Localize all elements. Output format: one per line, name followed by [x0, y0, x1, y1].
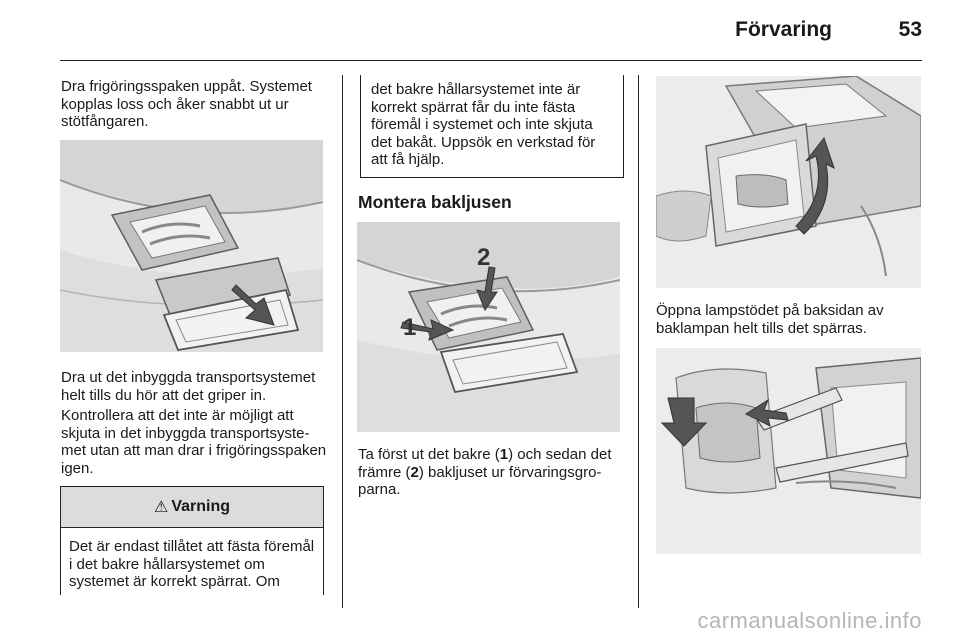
figure-bumper-carrier-extract	[60, 140, 323, 352]
lamp-holder-lock-illustration	[656, 348, 921, 554]
figure-lamp-holder-lock	[656, 348, 921, 554]
warning-box	[60, 486, 324, 595]
warning-box-continued: det bakre hållarsystemet inte är korrekt spärrat får du inte fästa föremål i systemet och inte skjuta det bakåt. Uppsök en verkstad för att få hjälp.	[360, 75, 624, 178]
figure-taillight-removal	[357, 222, 620, 432]
callout-number-2: 2	[477, 244, 491, 271]
open-lamp-holder-paragraph: Öppna lampstödet på baksidan av baklampan helt tills det spärras.	[656, 302, 884, 337]
callout-number-1: 1	[403, 314, 417, 341]
pull-out-paragraph: Dra ut det inbyggda transportsystemet helt tills du hör att det griper in.	[61, 369, 316, 404]
column-divider-left	[342, 75, 343, 608]
watermark: carmanualsonline.info	[697, 608, 922, 633]
figure-lamp-holder-open	[656, 76, 921, 288]
warning-triangle-icon: ⚠	[153, 499, 169, 516]
warning-title: Varning	[171, 498, 231, 515]
bumper-carrier-illustration	[60, 140, 323, 352]
release-lever-paragraph: Dra frigöringsspaken uppåt. Systemet kopplas loss och åker snabbt ut ur stötfångaren.	[61, 78, 312, 131]
section-heading-install-taillights: Montera bakljusen	[358, 192, 512, 212]
page-header	[60, 0, 922, 61]
caption-ref-1: 1	[499, 446, 509, 463]
warning-text: Det är endast tillåtet att fästa föremål i det bakre hållarsystemet om systemet är korrekt spärrat. Om	[69, 538, 315, 591]
lamp-holder-illustration	[656, 76, 921, 288]
warning-header	[61, 487, 323, 528]
page-number: 53	[898, 18, 922, 41]
caption-ref-2: 2	[410, 463, 419, 481]
taillight-caption: Ta först ut det bakre (1) och sedan det främre (2) bakljuset ur förvaringsgroparna.	[358, 446, 612, 499]
check-lock-paragraph: Kontrollera att det inte är möjligt att skjuta in det inbyggda transportsystemet utan att man drar i frigöringsspaken igen.	[61, 407, 327, 477]
page-title: Förvaring	[735, 18, 832, 41]
column-divider-right	[638, 75, 639, 608]
